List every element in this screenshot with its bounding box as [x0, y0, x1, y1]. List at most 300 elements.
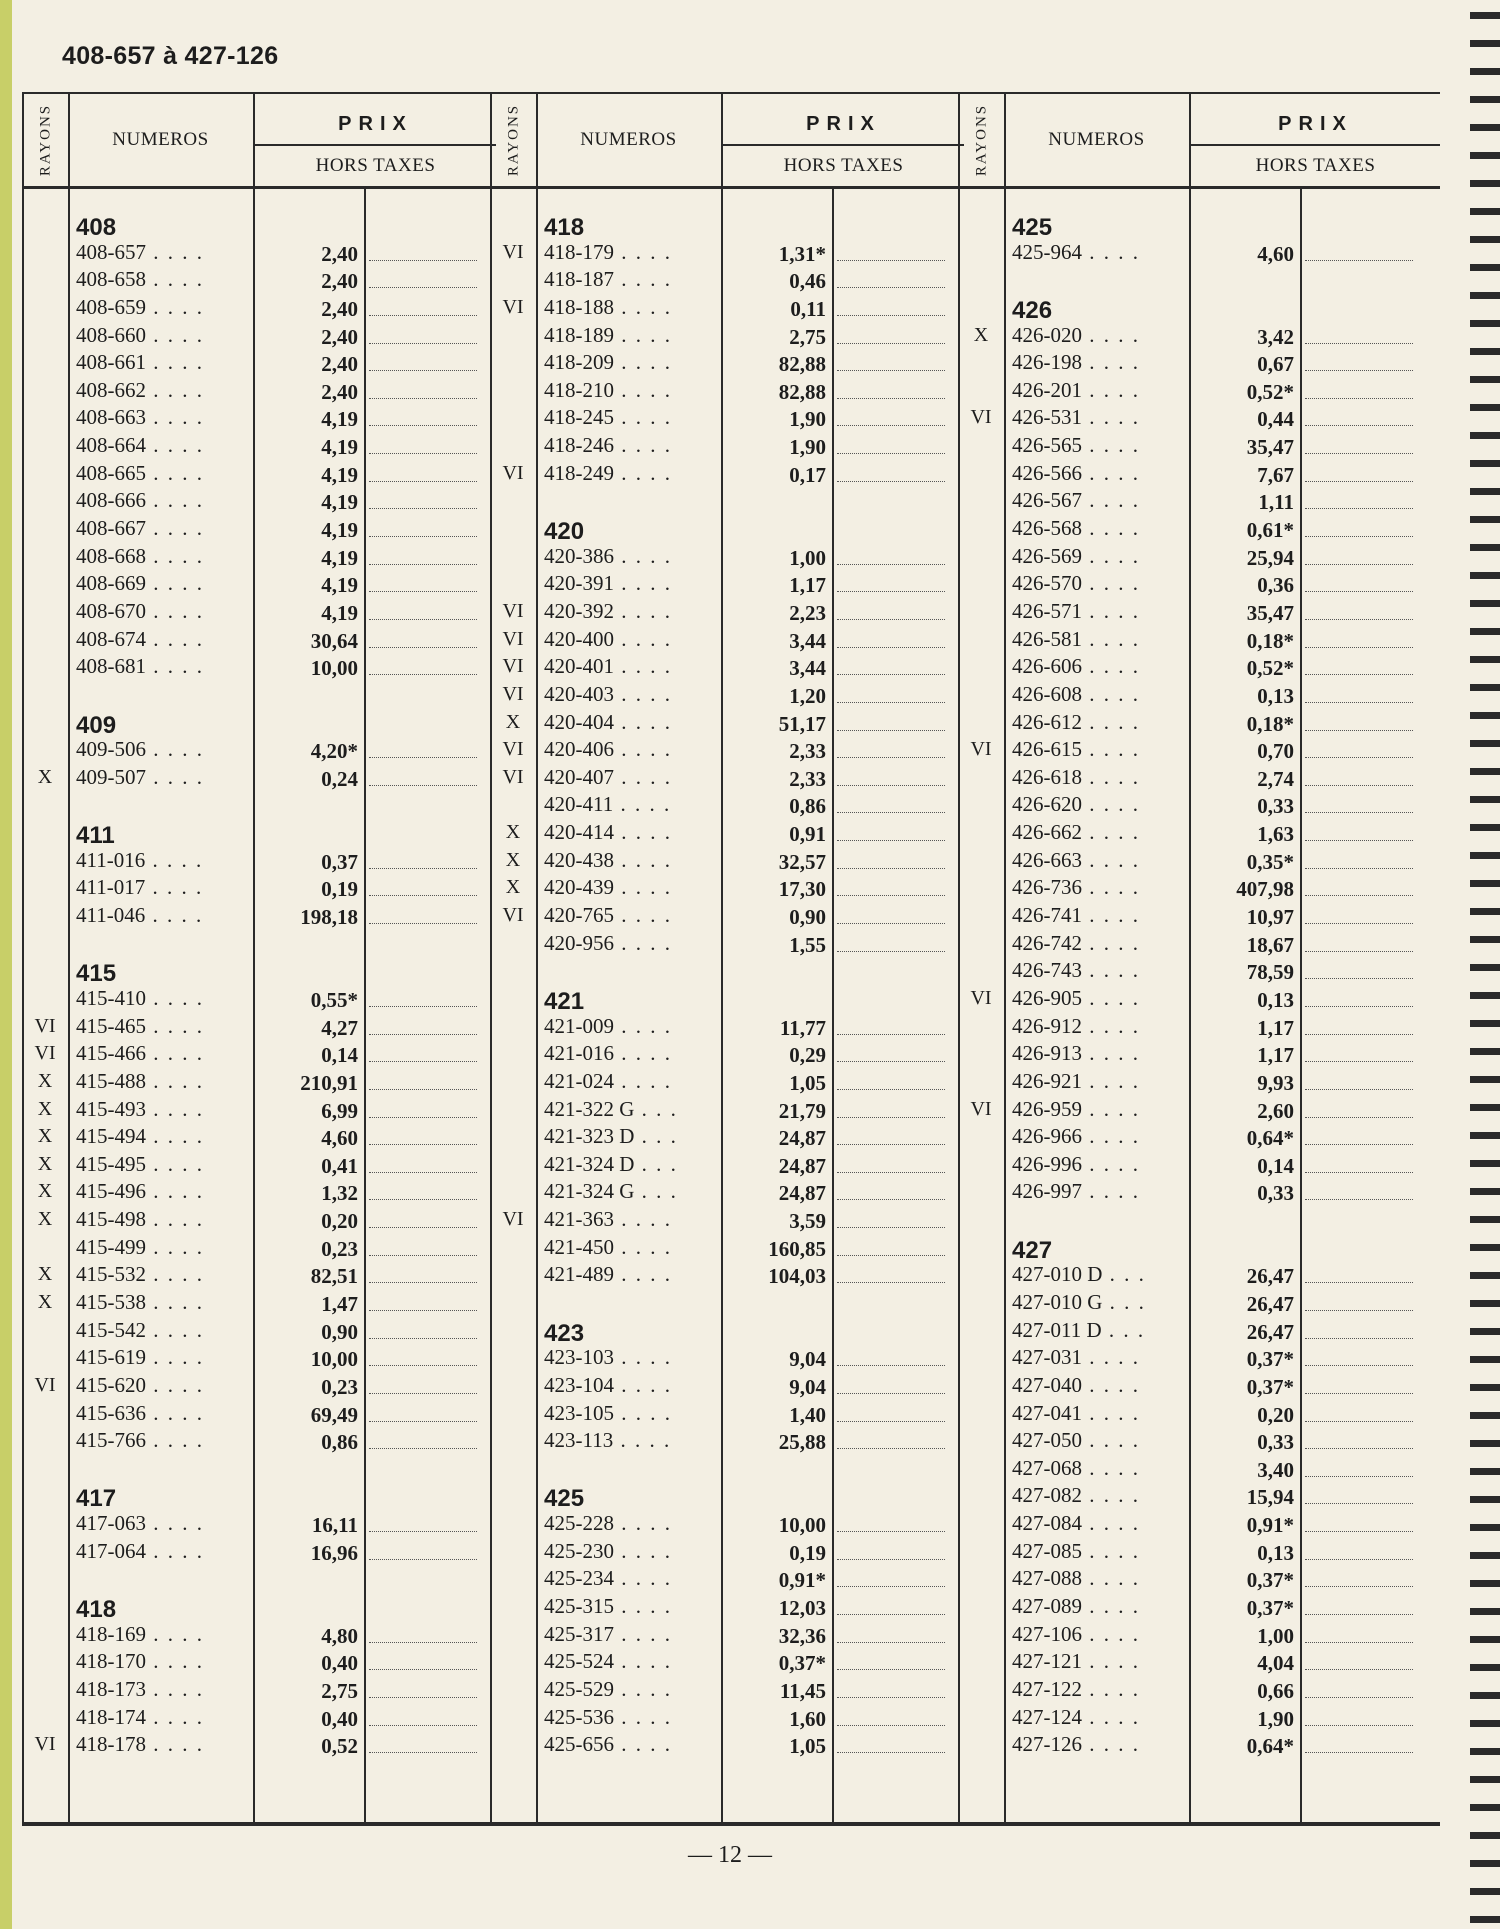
hors-taxes-header: HORS TAXES — [315, 155, 436, 176]
table-row — [24, 1207, 496, 1235]
part-number — [1012, 433, 1188, 458]
table-row — [960, 1179, 1440, 1207]
part-number-text: 421-016 — [544, 1041, 614, 1066]
price-ht: 4,60 — [1257, 241, 1294, 266]
leader-dots: . . . . — [146, 488, 204, 513]
blank-entry-line — [1305, 647, 1413, 648]
part-number-text: 415-620 — [76, 1372, 146, 1397]
price-ht: 0,24 — [321, 766, 358, 791]
part-number-text: 408-674 — [76, 626, 146, 651]
table-row — [24, 1235, 496, 1263]
blank-entry-line — [369, 1697, 477, 1698]
table-row — [960, 1677, 1440, 1705]
part-number-text: 418-209 — [544, 350, 614, 375]
part-number-text: 420-386 — [544, 543, 614, 568]
part-number-text: 426-581 — [1012, 626, 1082, 651]
table-row — [24, 544, 496, 572]
price-ht: 4,27 — [321, 1015, 358, 1040]
table-row — [492, 433, 964, 461]
group-heading-row — [24, 710, 496, 738]
blank-entry-line — [837, 702, 945, 703]
table-row — [960, 1345, 1440, 1373]
group-heading-row — [960, 295, 1440, 323]
price-ht: 0,19 — [789, 1540, 826, 1565]
part-number-text: 426-201 — [1012, 377, 1082, 402]
blank-entry-line — [837, 287, 945, 288]
leader-dots: . . . . — [1082, 1013, 1140, 1038]
price-ht: 3,44 — [789, 656, 826, 681]
rayons-header-cell — [492, 94, 538, 186]
price-ht: 2,40 — [321, 269, 358, 294]
table-body — [960, 212, 1440, 1760]
part-number-text: 408-658 — [76, 267, 146, 292]
table-row — [960, 323, 1440, 351]
part-number-text: 425-228 — [544, 1511, 614, 1536]
blank-entry-line — [1305, 812, 1413, 813]
part-number-text: 425-317 — [544, 1621, 614, 1646]
price-ht: 0,20 — [321, 1209, 358, 1234]
leader-dots: . . . . — [146, 1096, 204, 1121]
leader-dots: . . . . — [146, 1041, 204, 1066]
part-number — [1012, 1401, 1188, 1426]
part-number-text: 408-660 — [76, 322, 146, 347]
part-number-text: 418-187 — [544, 267, 614, 292]
part-number-text: 421-450 — [544, 1234, 614, 1259]
part-number — [1012, 1014, 1188, 1039]
price-ht: 25,88 — [778, 1430, 826, 1455]
table-row — [492, 1207, 964, 1235]
part-number — [544, 765, 720, 790]
part-number — [1012, 1677, 1188, 1702]
group-heading: 421 — [544, 987, 585, 1015]
part-number — [76, 1428, 252, 1453]
part-number — [1012, 1262, 1188, 1287]
price-ht: 4,19 — [321, 407, 358, 432]
price-ht: 1,90 — [789, 435, 826, 460]
table-row — [24, 1732, 496, 1760]
price-ht: 2,33 — [789, 739, 826, 764]
blank-entry-line — [837, 923, 945, 924]
price-ht: 0,91* — [1246, 1513, 1294, 1538]
part-number — [544, 1428, 720, 1453]
part-number-text: 420-439 — [544, 875, 614, 900]
leader-dots: . . . . — [614, 1041, 672, 1066]
table-row — [960, 820, 1440, 848]
table-row — [492, 1069, 964, 1097]
leader-dots: . . . . — [1082, 737, 1140, 762]
table-row — [960, 1483, 1440, 1511]
part-number-text: 426-921 — [1012, 1068, 1082, 1093]
blank-entry-line — [1305, 1310, 1413, 1311]
price-ht: 10,97 — [1246, 905, 1294, 930]
part-number — [544, 1511, 720, 1536]
price-ht: 2,33 — [789, 766, 826, 791]
leader-dots: . . . . — [146, 654, 204, 679]
part-number-text: 426-736 — [1012, 875, 1082, 900]
numeros-header: NUMEROS — [580, 129, 677, 150]
price-ht: 10,00 — [778, 1513, 826, 1538]
table-row — [960, 737, 1440, 765]
part-number — [76, 986, 252, 1011]
part-number — [76, 1373, 252, 1398]
leader-dots: . . . . — [146, 1732, 204, 1757]
spacer-row — [960, 1207, 1440, 1235]
price-ht: 407,98 — [1236, 877, 1294, 902]
price-ht: 2,40 — [321, 241, 358, 266]
blank-entry-line — [1305, 398, 1413, 399]
blank-entry-line — [837, 315, 945, 316]
part-number-text: 418-173 — [76, 1676, 146, 1701]
table-body — [492, 212, 964, 1760]
price-ht: 32,36 — [778, 1623, 826, 1648]
part-number — [76, 1207, 252, 1232]
table-row — [492, 1014, 964, 1042]
part-number-text: 415-499 — [76, 1234, 146, 1259]
table-row — [960, 1401, 1440, 1429]
part-number-text: 411-046 — [76, 903, 146, 928]
part-number-text: 421-324 G — [544, 1179, 635, 1204]
table-row — [960, 1594, 1440, 1622]
leader-dots: . . . . — [614, 433, 672, 458]
table-row — [24, 875, 496, 903]
table-row — [24, 737, 496, 765]
price-ht: 1,63 — [1257, 822, 1294, 847]
leader-dots: . . . . — [614, 1649, 672, 1674]
table-row — [492, 792, 964, 820]
rayons-header-cell — [960, 94, 1006, 186]
part-number-text: 426-966 — [1012, 1124, 1082, 1149]
price-ht: 0,66 — [1257, 1678, 1294, 1703]
blank-entry-line — [369, 398, 477, 399]
table-row — [24, 765, 496, 793]
rayon-code: X — [37, 1097, 53, 1120]
price-ht: 210,91 — [300, 1070, 358, 1095]
part-number — [76, 654, 252, 679]
part-number-text: 415-542 — [76, 1317, 146, 1342]
part-number-text: 418-169 — [76, 1621, 146, 1646]
table-row — [960, 1262, 1440, 1290]
part-number — [76, 488, 252, 513]
leader-dots: . . . . — [1082, 1179, 1140, 1204]
leader-dots: . . . . — [614, 377, 672, 402]
table-row — [492, 765, 964, 793]
part-number — [1012, 1511, 1188, 1536]
leader-dots: . . . . — [146, 239, 204, 264]
table-row — [24, 1041, 496, 1069]
leader-dots: . . . . — [1082, 1068, 1140, 1093]
price-ht: 0,37 — [321, 849, 358, 874]
part-number-text: 427-082 — [1012, 1483, 1082, 1508]
rayon-code: X — [37, 1152, 53, 1175]
part-number — [544, 627, 720, 652]
rayons-header: RAYONS — [973, 103, 990, 177]
part-number — [544, 737, 720, 762]
table-row — [492, 1097, 964, 1125]
table-row — [24, 1318, 496, 1346]
table-row — [960, 1124, 1440, 1152]
blank-entry-line — [1305, 1752, 1413, 1753]
part-number — [1012, 737, 1188, 762]
leader-dots: . . . . — [1082, 1372, 1140, 1397]
blank-entry-line — [1305, 702, 1413, 703]
blank-entry-line — [1305, 1172, 1413, 1173]
part-number — [1012, 875, 1188, 900]
table-row — [960, 1622, 1440, 1650]
table-row — [492, 1401, 964, 1429]
part-number — [76, 875, 252, 900]
price-ht: 82,51 — [310, 1264, 358, 1289]
leader-dots: . . . . — [1082, 1511, 1140, 1536]
part-number-text: 427-010 D — [1012, 1262, 1103, 1287]
part-number — [544, 931, 720, 956]
blank-entry-line — [1305, 1338, 1413, 1339]
price-ht: 0,90 — [321, 1319, 358, 1344]
leader-dots: . . . . — [614, 1566, 672, 1591]
table-row — [492, 1732, 964, 1760]
part-number-text: 420-407 — [544, 764, 614, 789]
table-row — [24, 1152, 496, 1180]
table-row — [960, 544, 1440, 572]
part-number — [1012, 544, 1188, 569]
price-ht: 3,44 — [789, 628, 826, 653]
group-heading-row — [492, 986, 964, 1014]
spacer-row — [24, 682, 496, 710]
blank-entry-line — [837, 453, 945, 454]
part-number — [544, 820, 720, 845]
blank-entry-line — [369, 260, 477, 261]
table-row — [492, 848, 964, 876]
leader-dots: . . . . — [614, 709, 672, 734]
table-row — [492, 1539, 964, 1567]
part-number — [1012, 1622, 1188, 1647]
blank-entry-line — [837, 951, 945, 952]
blank-entry-line — [1305, 1199, 1413, 1200]
prix-header: PRIX — [723, 104, 964, 146]
part-number-text: 408-668 — [76, 543, 146, 568]
leader-dots: . . . . — [614, 903, 672, 928]
leader-dots: . . . . — [614, 1068, 672, 1093]
price-ht: 2,40 — [321, 296, 358, 321]
part-number — [544, 1345, 720, 1370]
leader-dots: . . . . — [146, 433, 204, 458]
blank-entry-line — [1305, 1144, 1413, 1145]
table-row — [960, 958, 1440, 986]
table-row — [960, 682, 1440, 710]
part-number-text: 408-681 — [76, 654, 146, 679]
part-number-text: 415-496 — [76, 1179, 146, 1204]
price-ht: 1,20 — [789, 683, 826, 708]
group-heading-row — [24, 1594, 496, 1622]
part-number — [76, 765, 252, 790]
table-row — [24, 986, 496, 1014]
table-row — [960, 1097, 1440, 1125]
part-number-text: 420-400 — [544, 626, 614, 651]
part-number — [544, 1235, 720, 1260]
part-number — [76, 627, 252, 652]
part-number — [544, 1677, 720, 1702]
group-heading: 423 — [544, 1319, 585, 1347]
spacer-row — [24, 931, 496, 959]
price-ht: 0,19 — [321, 877, 358, 902]
part-number — [76, 1705, 252, 1730]
part-number — [76, 1318, 252, 1343]
table-row — [960, 1041, 1440, 1069]
table-row — [492, 1179, 964, 1207]
blank-entry-line — [1305, 481, 1413, 482]
part-number-text: 426-905 — [1012, 985, 1082, 1010]
spiral-binding — [1470, 0, 1500, 1929]
blank-entry-line — [1305, 260, 1413, 261]
prix-header: PRIX — [1191, 104, 1440, 146]
leader-dots: . . . . — [1082, 930, 1140, 955]
part-number — [544, 240, 720, 265]
part-number — [1012, 488, 1188, 513]
part-number-text: 415-494 — [76, 1124, 146, 1149]
price-ht: 2,75 — [321, 1678, 358, 1703]
part-number — [76, 544, 252, 569]
part-number-text: 415-532 — [76, 1262, 146, 1287]
price-ht: 0,37* — [1246, 1596, 1294, 1621]
page-edge — [0, 0, 12, 1929]
table-row — [960, 765, 1440, 793]
leader-dots: . . . . — [1082, 598, 1140, 623]
part-number-text: 408-665 — [76, 460, 146, 485]
table-bottom-rule — [22, 1822, 1440, 1824]
part-number — [76, 1345, 252, 1370]
blank-entry-line — [369, 1282, 477, 1283]
leader-dots: . . . . — [146, 571, 204, 596]
rayon-code: VI — [970, 986, 992, 1009]
leader-dots: . . . . — [146, 267, 204, 292]
leader-dots: . . . — [634, 1151, 678, 1176]
group-heading-row — [492, 212, 964, 240]
hors-taxes-header: HORS TAXES — [783, 155, 904, 176]
part-number — [76, 323, 252, 348]
leader-dots: . . . . — [614, 571, 672, 596]
part-number-text: 426-997 — [1012, 1179, 1082, 1204]
leader-dots: . . . . — [614, 1013, 672, 1038]
part-number — [76, 737, 252, 762]
table-row — [960, 405, 1440, 433]
price-ht: 0,11 — [790, 296, 826, 321]
blank-entry-line — [369, 1144, 477, 1145]
table-row — [24, 433, 496, 461]
blank-entry-line — [369, 785, 477, 786]
price-ht: 1,05 — [789, 1070, 826, 1095]
price-ht: 0,70 — [1257, 739, 1294, 764]
leader-dots: . . . . — [1082, 875, 1140, 900]
part-number — [1012, 1539, 1188, 1564]
rayon-code: X — [973, 323, 989, 346]
part-number-text: 415-619 — [76, 1345, 146, 1370]
part-number — [544, 571, 720, 596]
blank-entry-line — [1305, 1365, 1413, 1366]
part-number-text: 427-084 — [1012, 1511, 1082, 1536]
leader-dots: . . . . — [146, 1511, 204, 1536]
part-number-text: 411-016 — [76, 847, 146, 872]
part-number — [544, 1373, 720, 1398]
part-number — [1012, 516, 1188, 541]
blank-entry-line — [837, 1669, 945, 1670]
part-number — [544, 1097, 720, 1122]
leader-dots: . . . . — [1082, 1096, 1140, 1121]
part-number — [1012, 903, 1188, 928]
leader-dots: . . . . — [1082, 405, 1140, 430]
part-number-text: 426-615 — [1012, 737, 1082, 762]
part-number — [544, 378, 720, 403]
blank-entry-line — [1305, 425, 1413, 426]
price-ht: 0,91 — [789, 822, 826, 847]
numeros-header: NUMEROS — [112, 129, 209, 150]
blank-entry-line — [837, 1752, 945, 1753]
part-number-text: 415-465 — [76, 1013, 146, 1038]
table-row — [492, 1677, 964, 1705]
table-header — [492, 94, 964, 189]
price-ht: 21,79 — [778, 1098, 826, 1123]
part-number — [1012, 1097, 1188, 1122]
blank-entry-line — [369, 536, 477, 537]
price-ht: 0,18* — [1246, 711, 1294, 736]
rayon-code: VI — [502, 295, 524, 318]
table-row — [492, 1622, 964, 1650]
table-row — [24, 1401, 496, 1429]
rayon-code: X — [37, 1125, 53, 1148]
price-ht: 0,64* — [1246, 1734, 1294, 1759]
table-row — [492, 1428, 964, 1456]
table-row — [492, 737, 964, 765]
blank-entry-line — [1305, 453, 1413, 454]
blank-entry-line — [369, 1448, 477, 1449]
part-number — [544, 1401, 720, 1426]
part-number — [544, 1594, 720, 1619]
price-ht: 7,67 — [1257, 462, 1294, 487]
part-number-text: 426-608 — [1012, 681, 1082, 706]
price-ht: 24,87 — [778, 1181, 826, 1206]
leader-dots: . . . . — [614, 1262, 672, 1287]
blank-entry-line — [837, 840, 945, 841]
table-row — [960, 350, 1440, 378]
price-ht: 1,17 — [1257, 1043, 1294, 1068]
part-number — [1012, 1373, 1188, 1398]
part-number-text: 418-188 — [544, 294, 614, 319]
price-ht: 0,37* — [1246, 1374, 1294, 1399]
table-row — [24, 378, 496, 406]
part-number-text: 417-063 — [76, 1511, 146, 1536]
price-ht: 24,87 — [778, 1153, 826, 1178]
price-ht: 1,32 — [321, 1181, 358, 1206]
part-number — [1012, 931, 1188, 956]
leader-dots: . . . . — [614, 764, 672, 789]
price-ht: 16,96 — [310, 1540, 358, 1565]
part-number-text: 425-536 — [544, 1704, 614, 1729]
blank-entry-line — [837, 1697, 945, 1698]
blank-entry-line — [369, 508, 477, 509]
part-number-text: 426-662 — [1012, 820, 1082, 845]
blank-entry-line — [369, 1531, 477, 1532]
table-row — [24, 1539, 496, 1567]
leader-dots: . . . . — [1082, 1594, 1140, 1619]
blank-entry-line — [369, 647, 477, 648]
table-row — [960, 378, 1440, 406]
table-row — [492, 240, 964, 268]
price-ht: 82,88 — [778, 379, 826, 404]
blank-entry-line — [837, 1725, 945, 1726]
blank-entry-line — [369, 868, 477, 869]
rayon-code: VI — [502, 240, 524, 263]
part-number-text: 426-620 — [1012, 792, 1082, 817]
part-number — [1012, 820, 1188, 845]
part-number — [544, 1207, 720, 1232]
